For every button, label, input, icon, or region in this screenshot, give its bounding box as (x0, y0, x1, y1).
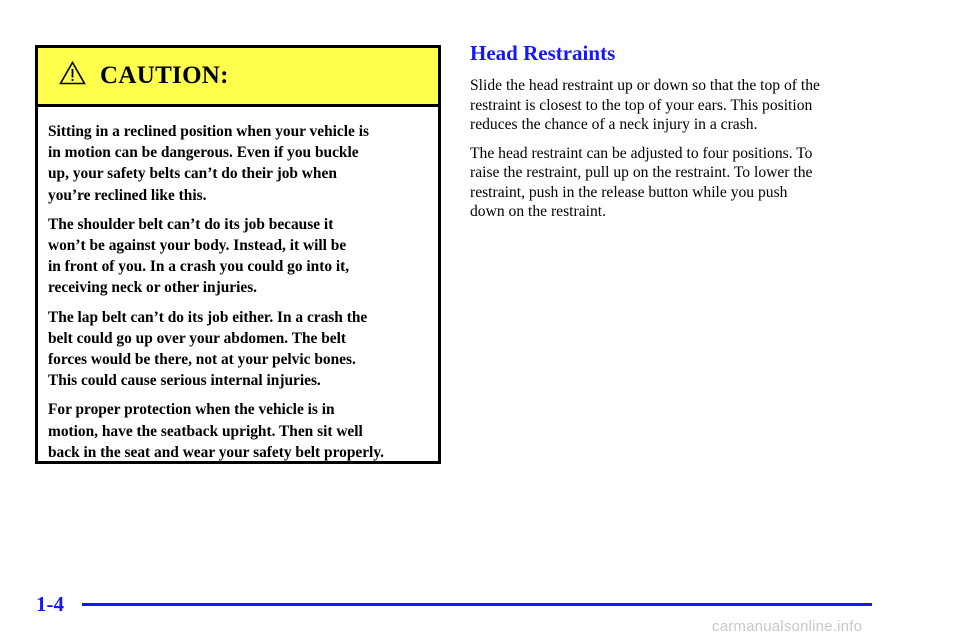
page-number: 1-4 (36, 592, 64, 616)
caution-paragraph: The lap belt can’t do its job either. In a crash the belt could go up over your abdomen. The belt forces would be there, not at your pelvic bones. This could cause serious internal injuries. (48, 308, 368, 390)
footer-rule (82, 603, 872, 606)
section-heading: Head Restraints (470, 41, 616, 65)
body-paragraph: Slide the head restraint up or down so that the top of the restraint is closest to the top of your ears. This position reduces the chance of a neck injury in a crash. (470, 77, 820, 133)
caution-header (38, 48, 438, 107)
section-body (470, 76, 890, 231)
caution-title: CAUTION: (100, 62, 229, 89)
caution-body (38, 107, 438, 463)
caution-paragraph: Sitting in a reclined position when your vehicle is in motion can be dangerous. Even if you buckle up, your safety belts can’t do their job when you’re reclined like this. (48, 123, 369, 204)
caution-box (35, 45, 441, 464)
caution-paragraph: For proper protection when the vehicle is in motion, have the seatback upright. Then sit well back in the seat and wear your safety belt properly. (48, 401, 385, 461)
body-paragraph: The head restraint can be adjusted to four positions. To raise the restraint, pull up on the restraint. To lower the restraint, push in the release button while you push down on the restraint. (470, 144, 813, 220)
caution-paragraph: The shoulder belt can’t do its job because it won’t be against your body. Instead, it will be in front of you. In a crash you could go into it, receiving neck or other injuries. (48, 215, 350, 297)
watermark: carmanualsonline.info (712, 618, 863, 635)
warning-triangle-icon (59, 61, 86, 85)
